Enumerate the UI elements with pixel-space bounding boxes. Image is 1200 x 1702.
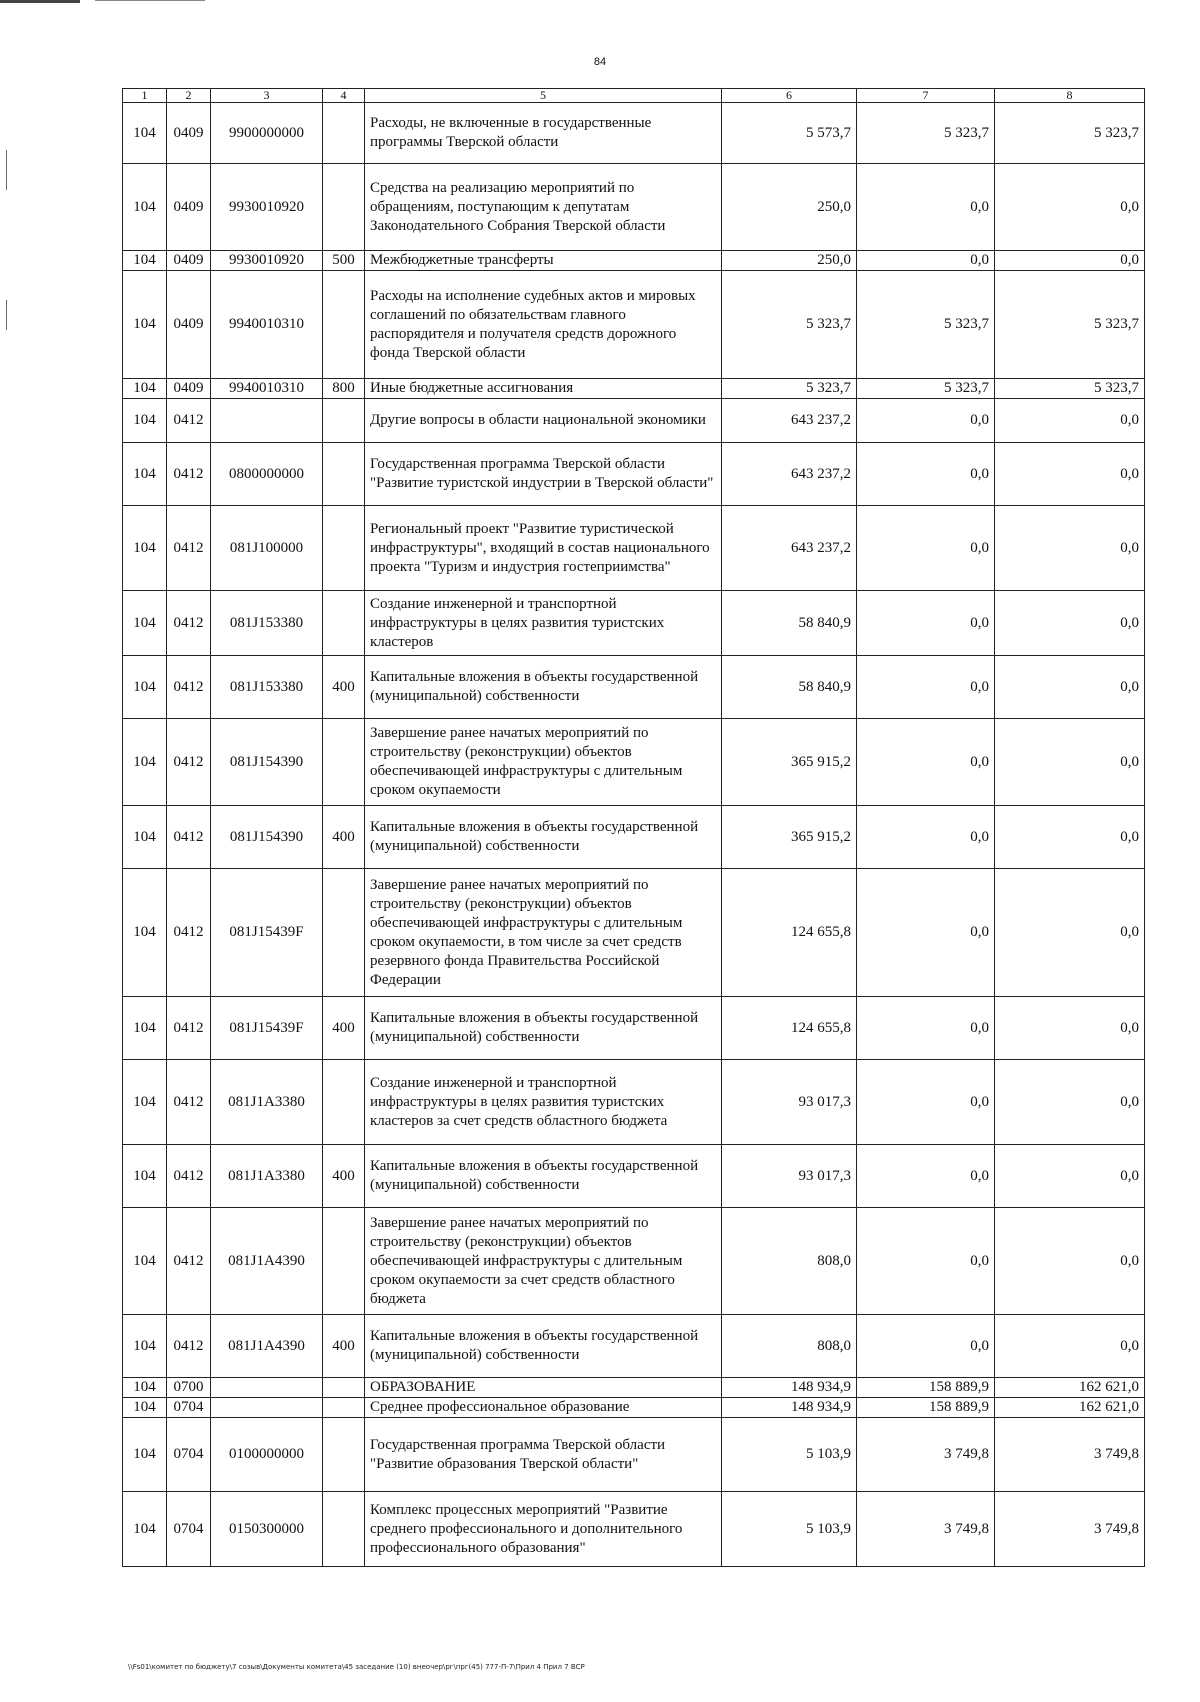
cell-amount-3: 0,0 (995, 656, 1145, 719)
cell-expense-type (323, 591, 365, 656)
cell-amount-3: 0,0 (995, 1315, 1145, 1378)
col-header: 6 (722, 89, 857, 103)
cell-amount-1: 250,0 (722, 164, 857, 251)
cell-amount-2: 158 889,9 (857, 1398, 995, 1418)
table-row (123, 1315, 1145, 1378)
cell-expense-type: 400 (323, 1315, 365, 1378)
cell-name: Создание инженерной и транспортной инфраструктуры в целях развития туристских кластеров за счет средств областного бюджета (365, 1060, 722, 1145)
table-row (123, 997, 1145, 1060)
cell-target: 081J153380 (211, 656, 323, 719)
cell-amount-3: 0,0 (995, 443, 1145, 506)
cell-target: 9940010310 (211, 379, 323, 399)
cell-ministry: 104 (123, 271, 167, 379)
cell-amount-1: 365 915,2 (722, 719, 857, 806)
cell-section: 0412 (167, 1145, 211, 1208)
cell-expense-type (323, 103, 365, 164)
cell-expense-type: 400 (323, 997, 365, 1060)
col-header: 3 (211, 89, 323, 103)
cell-name: Завершение ранее начатых мероприятий по строительству (реконструкции) объектов обеспечивающей инфраструктуры с длительным сроком окупаемости (365, 719, 722, 806)
table-row (123, 164, 1145, 251)
cell-expense-type (323, 1378, 365, 1398)
cell-amount-1: 148 934,9 (722, 1398, 857, 1418)
cell-ministry: 104 (123, 443, 167, 506)
cell-amount-3: 0,0 (995, 997, 1145, 1060)
cell-ministry: 104 (123, 103, 167, 164)
cell-ministry: 104 (123, 251, 167, 271)
table-row (123, 656, 1145, 719)
cell-amount-1: 5 103,9 (722, 1492, 857, 1567)
cell-target: 9940010310 (211, 271, 323, 379)
cell-target: 081J15439F (211, 869, 323, 997)
cell-section: 0412 (167, 656, 211, 719)
cell-ministry: 104 (123, 1145, 167, 1208)
cell-amount-1: 5 103,9 (722, 1418, 857, 1492)
table-row (123, 1492, 1145, 1567)
cell-amount-2: 5 323,7 (857, 271, 995, 379)
cell-name: Капитальные вложения в объекты государственной (муниципальной) собственности (365, 997, 722, 1060)
table-row (123, 806, 1145, 869)
cell-amount-3: 3 749,8 (995, 1418, 1145, 1492)
cell-name: Государственная программа Тверской области "Развитие туристской индустрии в Тверской области" (365, 443, 722, 506)
cell-target: 9900000000 (211, 103, 323, 164)
table-row (123, 506, 1145, 591)
cell-amount-1: 148 934,9 (722, 1378, 857, 1398)
cell-ministry: 104 (123, 1398, 167, 1418)
cell-amount-1: 124 655,8 (722, 997, 857, 1060)
scan-edge-mark (95, 0, 205, 1)
cell-name: ОБРАЗОВАНИЕ (365, 1378, 722, 1398)
cell-amount-2: 0,0 (857, 997, 995, 1060)
cell-target (211, 1398, 323, 1418)
cell-target (211, 1378, 323, 1398)
cell-ministry: 104 (123, 379, 167, 399)
cell-ministry: 104 (123, 656, 167, 719)
cell-amount-2: 0,0 (857, 869, 995, 997)
cell-target: 081J154390 (211, 719, 323, 806)
cell-expense-type (323, 443, 365, 506)
cell-amount-2: 0,0 (857, 506, 995, 591)
cell-amount-3: 3 749,8 (995, 1492, 1145, 1567)
cell-amount-3: 5 323,7 (995, 271, 1145, 379)
cell-amount-2: 0,0 (857, 164, 995, 251)
cell-name: Среднее профессиональное образование (365, 1398, 722, 1418)
cell-expense-type (323, 164, 365, 251)
cell-ministry: 104 (123, 1208, 167, 1315)
cell-ministry: 104 (123, 591, 167, 656)
cell-amount-2: 0,0 (857, 806, 995, 869)
cell-section: 0412 (167, 719, 211, 806)
cell-target: 081J1A4390 (211, 1315, 323, 1378)
cell-amount-2: 0,0 (857, 399, 995, 443)
cell-name: Иные бюджетные ассигнования (365, 379, 722, 399)
cell-target: 081J1A3380 (211, 1060, 323, 1145)
cell-expense-type (323, 271, 365, 379)
cell-amount-1: 124 655,8 (722, 869, 857, 997)
table-row (123, 379, 1145, 399)
col-header: 8 (995, 89, 1145, 103)
cell-expense-type: 500 (323, 251, 365, 271)
col-header: 2 (167, 89, 211, 103)
cell-amount-2: 3 749,8 (857, 1418, 995, 1492)
cell-expense-type (323, 506, 365, 591)
cell-amount-1: 808,0 (722, 1315, 857, 1378)
cell-expense-type: 400 (323, 1145, 365, 1208)
col-header: 5 (365, 89, 722, 103)
cell-amount-1: 365 915,2 (722, 806, 857, 869)
cell-section: 0409 (167, 251, 211, 271)
cell-name: Завершение ранее начатых мероприятий по строительству (реконструкции) объектов обеспечивающей инфраструктуры с длительным сроком окупаемости, в том числе за счет средств резервного фонда Правительства Российской Федерации (365, 869, 722, 997)
cell-section: 0704 (167, 1418, 211, 1492)
table-row (123, 869, 1145, 997)
cell-amount-3: 0,0 (995, 869, 1145, 997)
cell-section: 0704 (167, 1492, 211, 1567)
cell-amount-2: 0,0 (857, 1060, 995, 1145)
cell-name: Капитальные вложения в объекты государственной (муниципальной) собственности (365, 1145, 722, 1208)
cell-name: Капитальные вложения в объекты государственной (муниципальной) собственности (365, 806, 722, 869)
cell-ministry: 104 (123, 1060, 167, 1145)
table-row (123, 591, 1145, 656)
cell-ministry: 104 (123, 1378, 167, 1398)
table-row (123, 1145, 1145, 1208)
cell-section: 0412 (167, 443, 211, 506)
cell-section: 0409 (167, 164, 211, 251)
cell-amount-3: 0,0 (995, 719, 1145, 806)
cell-amount-1: 93 017,3 (722, 1145, 857, 1208)
cell-target: 9930010920 (211, 164, 323, 251)
cell-name: Капитальные вложения в объекты государственной (муниципальной) собственности (365, 1315, 722, 1378)
cell-name: Межбюджетные трансферты (365, 251, 722, 271)
cell-section: 0409 (167, 103, 211, 164)
cell-amount-2: 0,0 (857, 443, 995, 506)
cell-expense-type: 400 (323, 656, 365, 719)
cell-amount-2: 0,0 (857, 1145, 995, 1208)
cell-section: 0409 (167, 271, 211, 379)
col-header: 7 (857, 89, 995, 103)
cell-amount-2: 0,0 (857, 1315, 995, 1378)
table-row (123, 271, 1145, 379)
cell-amount-1: 5 323,7 (722, 379, 857, 399)
cell-amount-2: 0,0 (857, 656, 995, 719)
table-row (123, 251, 1145, 271)
file-path-footer: \\Fs01\комитет по бюджету\7 созыв\Документы комитета\45 заседание (10) внеочер\рг\прг(45) 777-П-7\Прил 4 Прил 7 ВСР (128, 1663, 585, 1671)
table-row (123, 103, 1145, 164)
cell-target: 081J100000 (211, 506, 323, 591)
cell-amount-3: 0,0 (995, 506, 1145, 591)
cell-amount-2: 5 323,7 (857, 379, 995, 399)
page-number: 84 (593, 56, 607, 68)
header-row (123, 89, 1145, 103)
cell-name: Другие вопросы в области национальной экономики (365, 399, 722, 443)
cell-expense-type (323, 1418, 365, 1492)
cell-name: Расходы, не включенные в государственные программы Тверской области (365, 103, 722, 164)
cell-expense-type (323, 1208, 365, 1315)
cell-amount-3: 0,0 (995, 1208, 1145, 1315)
cell-expense-type (323, 1492, 365, 1567)
cell-amount-3: 0,0 (995, 1060, 1145, 1145)
cell-section: 0412 (167, 1315, 211, 1378)
cell-amount-3: 0,0 (995, 251, 1145, 271)
cell-amount-1: 808,0 (722, 1208, 857, 1315)
table-row (123, 1060, 1145, 1145)
cell-amount-1: 58 840,9 (722, 656, 857, 719)
cell-expense-type: 800 (323, 379, 365, 399)
cell-amount-3: 0,0 (995, 164, 1145, 251)
cell-amount-1: 5 573,7 (722, 103, 857, 164)
cell-expense-type (323, 869, 365, 997)
table-row (123, 719, 1145, 806)
cell-ministry: 104 (123, 719, 167, 806)
cell-amount-3: 0,0 (995, 806, 1145, 869)
cell-section: 0700 (167, 1378, 211, 1398)
cell-section: 0412 (167, 1208, 211, 1315)
cell-name: Создание инженерной и транспортной инфраструктуры в целях развития туристских кластеров (365, 591, 722, 656)
cell-ministry: 104 (123, 1315, 167, 1378)
cell-amount-1: 643 237,2 (722, 506, 857, 591)
cell-name: Средства на реализацию мероприятий по обращениям, поступающим к депутатам Законодательного Собрания Тверской области (365, 164, 722, 251)
cell-target: 0150300000 (211, 1492, 323, 1567)
cell-amount-3: 5 323,7 (995, 103, 1145, 164)
cell-amount-1: 250,0 (722, 251, 857, 271)
cell-amount-2: 3 749,8 (857, 1492, 995, 1567)
cell-ministry: 104 (123, 1418, 167, 1492)
cell-name: Расходы на исполнение судебных актов и мировых соглашений по обязательствам главного распорядителя и получателя средств дорожного фонда Тверской области (365, 271, 722, 379)
cell-amount-1: 643 237,2 (722, 443, 857, 506)
scan-margin-mark (6, 300, 7, 330)
scan-edge-mark (0, 0, 80, 3)
cell-expense-type (323, 1398, 365, 1418)
cell-amount-3: 5 323,7 (995, 379, 1145, 399)
scan-margin-mark (6, 150, 7, 190)
cell-target: 081J154390 (211, 806, 323, 869)
cell-expense-type (323, 399, 365, 443)
cell-ministry: 104 (123, 997, 167, 1060)
cell-amount-3: 0,0 (995, 399, 1145, 443)
cell-amount-1: 58 840,9 (722, 591, 857, 656)
budget-table (122, 88, 1145, 1567)
cell-name: Завершение ранее начатых мероприятий по строительству (реконструкции) объектов обеспечивающей инфраструктуры с длительным сроком окупаемости за счет средств областного бюджета (365, 1208, 722, 1315)
cell-target: 0100000000 (211, 1418, 323, 1492)
table-row (123, 443, 1145, 506)
cell-amount-3: 162 621,0 (995, 1398, 1145, 1418)
cell-ministry: 104 (123, 506, 167, 591)
cell-expense-type: 400 (323, 806, 365, 869)
col-header: 4 (323, 89, 365, 103)
cell-amount-2: 0,0 (857, 251, 995, 271)
cell-section: 0412 (167, 506, 211, 591)
table-row (123, 1398, 1145, 1418)
cell-amount-2: 0,0 (857, 591, 995, 656)
cell-target: 081J153380 (211, 591, 323, 656)
cell-section: 0704 (167, 1398, 211, 1418)
table-row (123, 1418, 1145, 1492)
cell-amount-1: 93 017,3 (722, 1060, 857, 1145)
cell-ministry: 104 (123, 1492, 167, 1567)
cell-amount-3: 0,0 (995, 591, 1145, 656)
cell-ministry: 104 (123, 164, 167, 251)
col-header: 1 (123, 89, 167, 103)
cell-amount-1: 643 237,2 (722, 399, 857, 443)
cell-name: Комплекс процессных мероприятий "Развитие среднего профессионального и дополнительного профессионального образования" (365, 1492, 722, 1567)
cell-amount-1: 5 323,7 (722, 271, 857, 379)
cell-section: 0412 (167, 399, 211, 443)
cell-amount-2: 5 323,7 (857, 103, 995, 164)
cell-section: 0412 (167, 997, 211, 1060)
cell-amount-3: 0,0 (995, 1145, 1145, 1208)
cell-target: 081J1A4390 (211, 1208, 323, 1315)
cell-name: Государственная программа Тверской области "Развитие образования Тверской области" (365, 1418, 722, 1492)
cell-target: 081J1A3380 (211, 1145, 323, 1208)
cell-amount-2: 0,0 (857, 719, 995, 806)
cell-ministry: 104 (123, 806, 167, 869)
cell-target: 081J15439F (211, 997, 323, 1060)
cell-target (211, 399, 323, 443)
cell-ministry: 104 (123, 869, 167, 997)
cell-section: 0412 (167, 591, 211, 656)
cell-target: 0800000000 (211, 443, 323, 506)
table-row (123, 1208, 1145, 1315)
cell-target: 9930010920 (211, 251, 323, 271)
cell-section: 0412 (167, 1060, 211, 1145)
cell-name: Региональный проект "Развитие туристической инфраструктуры", входящий в состав национального проекта "Туризм и индустрия гостеприимства" (365, 506, 722, 591)
cell-name: Капитальные вложения в объекты государственной (муниципальной) собственности (365, 656, 722, 719)
table-row (123, 1378, 1145, 1398)
table-row (123, 399, 1145, 443)
cell-section: 0412 (167, 806, 211, 869)
cell-amount-3: 162 621,0 (995, 1378, 1145, 1398)
cell-section: 0409 (167, 379, 211, 399)
cell-ministry: 104 (123, 399, 167, 443)
cell-amount-2: 158 889,9 (857, 1378, 995, 1398)
cell-expense-type (323, 1060, 365, 1145)
cell-section: 0412 (167, 869, 211, 997)
cell-amount-2: 0,0 (857, 1208, 995, 1315)
cell-expense-type (323, 719, 365, 806)
